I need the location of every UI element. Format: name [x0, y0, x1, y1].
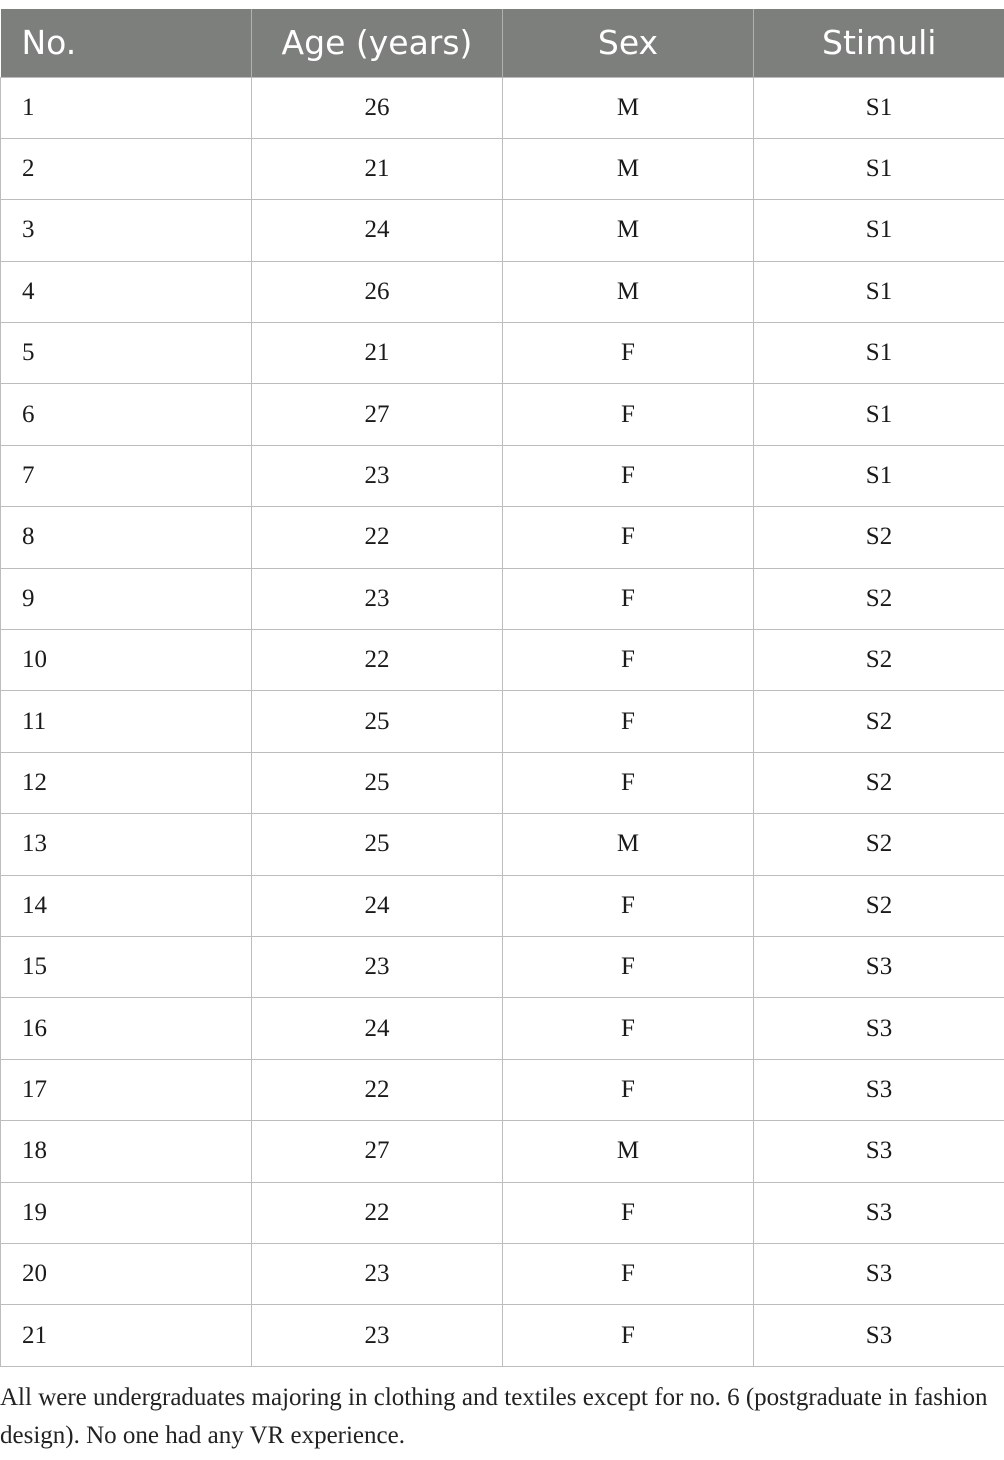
table-row	[1, 323, 1004, 384]
cell-age: 25	[252, 752, 503, 813]
cell-no: 18	[1, 1121, 252, 1182]
table-row	[1, 445, 1004, 506]
header-age: Age (years)	[252, 9, 503, 77]
cell-no: 16	[1, 998, 252, 1059]
cell-no: 5	[1, 323, 252, 384]
table-row	[1, 752, 1004, 813]
table-row	[1, 1121, 1004, 1182]
table-header	[1, 9, 1004, 77]
cell-no: 1	[1, 77, 252, 138]
cell-no: 8	[1, 507, 252, 568]
cell-stimuli: S1	[754, 445, 1004, 506]
cell-sex: M	[503, 200, 754, 261]
table-row	[1, 261, 1004, 322]
table-footnote: All were undergraduates majoring in clothing and textiles except for no. 6 (postgraduate in fashion design). No one had any VR experience.	[0, 1384, 988, 1449]
cell-stimuli: S3	[754, 1059, 1004, 1120]
cell-no: 10	[1, 630, 252, 691]
table-row	[1, 384, 1004, 445]
cell-no: 7	[1, 445, 252, 506]
cell-age: 23	[252, 445, 503, 506]
cell-sex: F	[503, 507, 754, 568]
header-row	[1, 9, 1004, 77]
table-row	[1, 936, 1004, 997]
cell-stimuli: S2	[754, 507, 1004, 568]
cell-stimuli: S2	[754, 691, 1004, 752]
cell-sex: F	[503, 998, 754, 1059]
cell-stimuli: S1	[754, 138, 1004, 199]
cell-no: 3	[1, 200, 252, 261]
table-row	[1, 507, 1004, 568]
table-row	[1, 1059, 1004, 1120]
cell-sex: F	[503, 1243, 754, 1304]
table-row	[1, 814, 1004, 875]
cell-stimuli: S1	[754, 77, 1004, 138]
cell-sex: M	[503, 261, 754, 322]
cell-no: 20	[1, 1243, 252, 1304]
table-row	[1, 200, 1004, 261]
cell-age: 27	[252, 1121, 503, 1182]
cell-stimuli: S2	[754, 814, 1004, 875]
cell-age: 25	[252, 814, 503, 875]
cell-age: 26	[252, 261, 503, 322]
cell-sex: F	[503, 936, 754, 997]
cell-age: 21	[252, 323, 503, 384]
header-stimuli: Stimuli	[754, 9, 1004, 77]
table-row	[1, 630, 1004, 691]
cell-no: 9	[1, 568, 252, 629]
table-row	[1, 1305, 1004, 1366]
cell-no: 13	[1, 814, 252, 875]
cell-stimuli: S3	[754, 1121, 1004, 1182]
cell-age: 26	[252, 77, 503, 138]
table-body	[1, 77, 1004, 1366]
cell-sex: F	[503, 1059, 754, 1120]
cell-age: 23	[252, 936, 503, 997]
table-row	[1, 568, 1004, 629]
cell-stimuli: S1	[754, 261, 1004, 322]
cell-no: 11	[1, 691, 252, 752]
cell-no: 21	[1, 1305, 252, 1366]
cell-sex: F	[503, 568, 754, 629]
cell-no: 2	[1, 138, 252, 199]
header-no: No.	[21, 23, 77, 63]
cell-sex: F	[503, 691, 754, 752]
cell-sex: F	[503, 384, 754, 445]
cell-age: 25	[252, 691, 503, 752]
cell-stimuli: S1	[754, 323, 1004, 384]
table-row	[1, 691, 1004, 752]
table-row	[1, 1182, 1004, 1243]
cell-sex: F	[503, 630, 754, 691]
cell-age: 23	[252, 1305, 503, 1366]
cell-sex: F	[503, 445, 754, 506]
cell-sex: M	[503, 814, 754, 875]
cell-no: 17	[1, 1059, 252, 1120]
cell-no: 6	[1, 384, 252, 445]
cell-age: 24	[252, 200, 503, 261]
cell-age: 21	[252, 138, 503, 199]
cell-sex: F	[503, 1305, 754, 1366]
cell-age: 22	[252, 507, 503, 568]
table-row	[1, 77, 1004, 138]
table-row	[1, 1243, 1004, 1304]
cell-no: 12	[1, 752, 252, 813]
cell-stimuli: S3	[754, 936, 1004, 997]
cell-no: 19	[1, 1182, 252, 1243]
table-row	[1, 998, 1004, 1059]
cell-sex: F	[503, 323, 754, 384]
cell-age: 24	[252, 875, 503, 936]
cell-sex: F	[503, 752, 754, 813]
cell-age: 22	[252, 1059, 503, 1120]
cell-stimuli: S2	[754, 875, 1004, 936]
cell-stimuli: S2	[754, 752, 1004, 813]
cell-stimuli: S1	[754, 384, 1004, 445]
cell-stimuli: S2	[754, 568, 1004, 629]
cell-stimuli: S1	[754, 200, 1004, 261]
cell-age: 23	[252, 1243, 503, 1304]
cell-sex: M	[503, 77, 754, 138]
table-row	[1, 875, 1004, 936]
cell-age: 24	[252, 998, 503, 1059]
cell-stimuli: S2	[754, 630, 1004, 691]
cell-sex: M	[503, 1121, 754, 1182]
participants-table	[0, 9, 1004, 1367]
cell-stimuli: S3	[754, 1182, 1004, 1243]
header-sex: Sex	[503, 9, 754, 77]
cell-no: 14	[1, 875, 252, 936]
cell-stimuli: S3	[754, 1243, 1004, 1304]
cell-sex: F	[503, 1182, 754, 1243]
table-row	[1, 138, 1004, 199]
cell-sex: M	[503, 138, 754, 199]
cell-no: 4	[1, 261, 252, 322]
cell-age: 22	[252, 1182, 503, 1243]
cell-sex: F	[503, 875, 754, 936]
cell-no: 15	[1, 936, 252, 997]
cell-stimuli: S3	[754, 1305, 1004, 1366]
cell-age: 23	[252, 568, 503, 629]
cell-age: 22	[252, 630, 503, 691]
cell-stimuli: S3	[754, 998, 1004, 1059]
cell-age: 27	[252, 384, 503, 445]
